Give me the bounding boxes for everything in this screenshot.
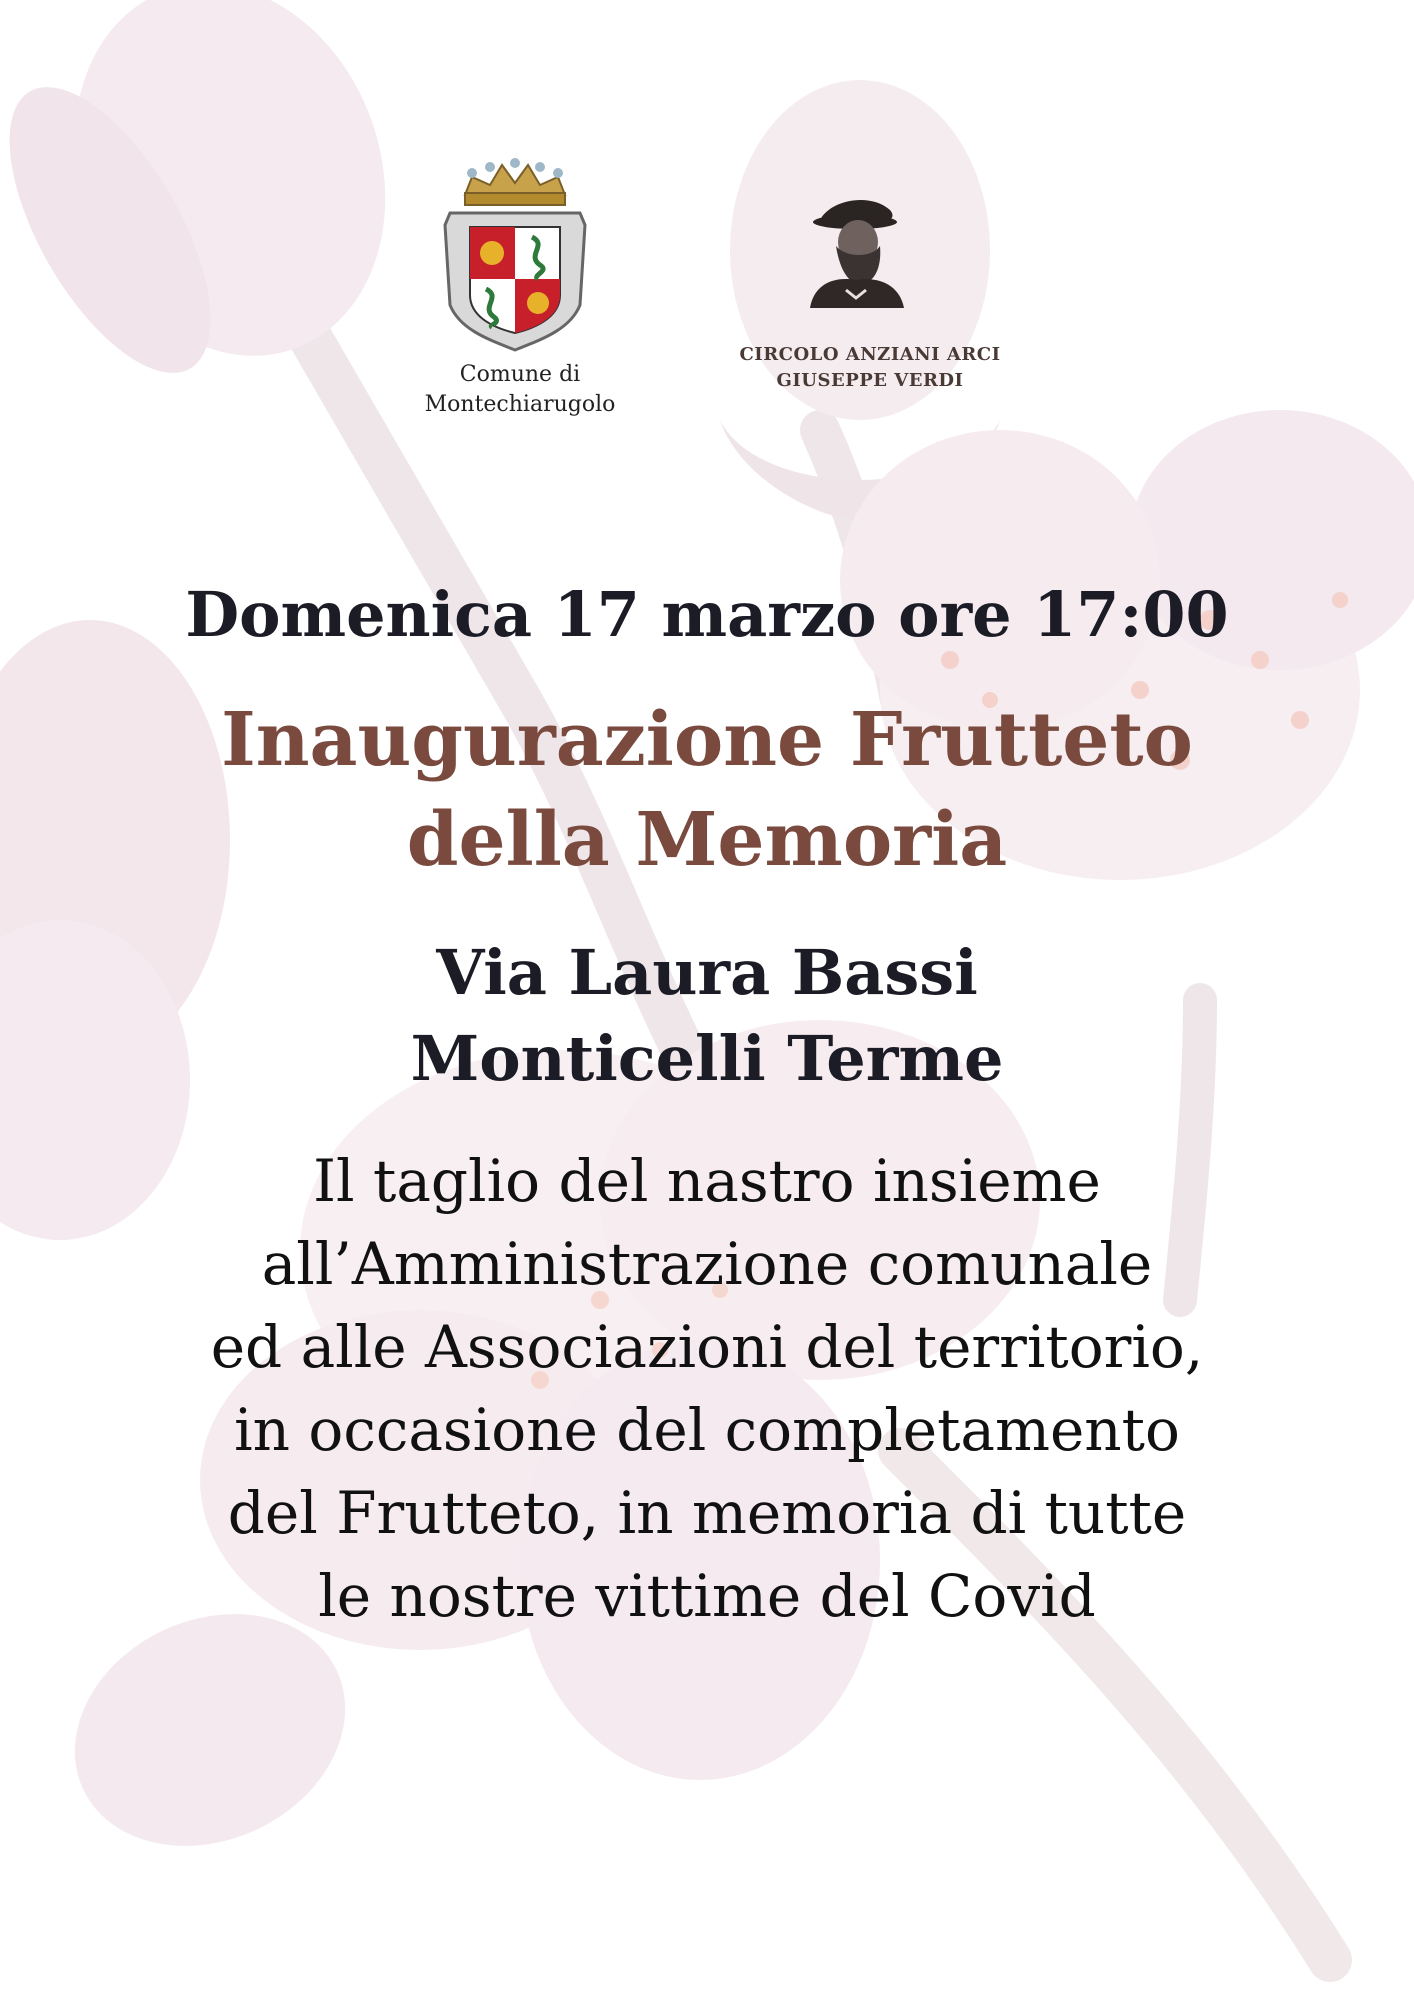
circolo-label xyxy=(700,342,1040,394)
event-title-line2: della Memoria xyxy=(406,797,1008,883)
description-line: le nostre vittime del Covid xyxy=(318,1562,1096,1630)
event-address-line2: Monticelli Terme xyxy=(410,1022,1004,1095)
event-description xyxy=(0,1140,1414,1638)
circolo-label-line2: GIUSEPPE VERDI xyxy=(776,370,964,391)
event-date-time: Domenica 17 marzo ore 17:00 xyxy=(185,578,1229,651)
stamen xyxy=(1251,651,1269,669)
event-address xyxy=(0,930,1414,1102)
coat-of-arms-logo xyxy=(440,155,590,355)
event-title-line1: Inaugurazione Frutteto xyxy=(221,697,1193,783)
event-address-line1: Via Laura Bassi xyxy=(436,936,978,1009)
description-line: all’Amministrazione comunale xyxy=(261,1230,1153,1298)
comune-label xyxy=(405,360,635,420)
stamen xyxy=(941,651,959,669)
description-line: Il taglio del nastro insieme xyxy=(313,1147,1101,1215)
description-line: in occasione del completamento xyxy=(234,1396,1180,1464)
giuseppe-verdi-portrait-logo xyxy=(800,180,910,310)
comune-label-line1: Comune di xyxy=(459,362,581,387)
event-title xyxy=(0,690,1414,890)
comune-label-line2: Montechiarugolo xyxy=(424,392,616,417)
description-line: del Frutteto, in memoria di tutte xyxy=(227,1479,1187,1547)
circolo-label-line1: CIRCOLO ANZIANI ARCI xyxy=(739,344,1001,365)
description-line: ed alle Associazioni del territorio, xyxy=(210,1313,1204,1381)
